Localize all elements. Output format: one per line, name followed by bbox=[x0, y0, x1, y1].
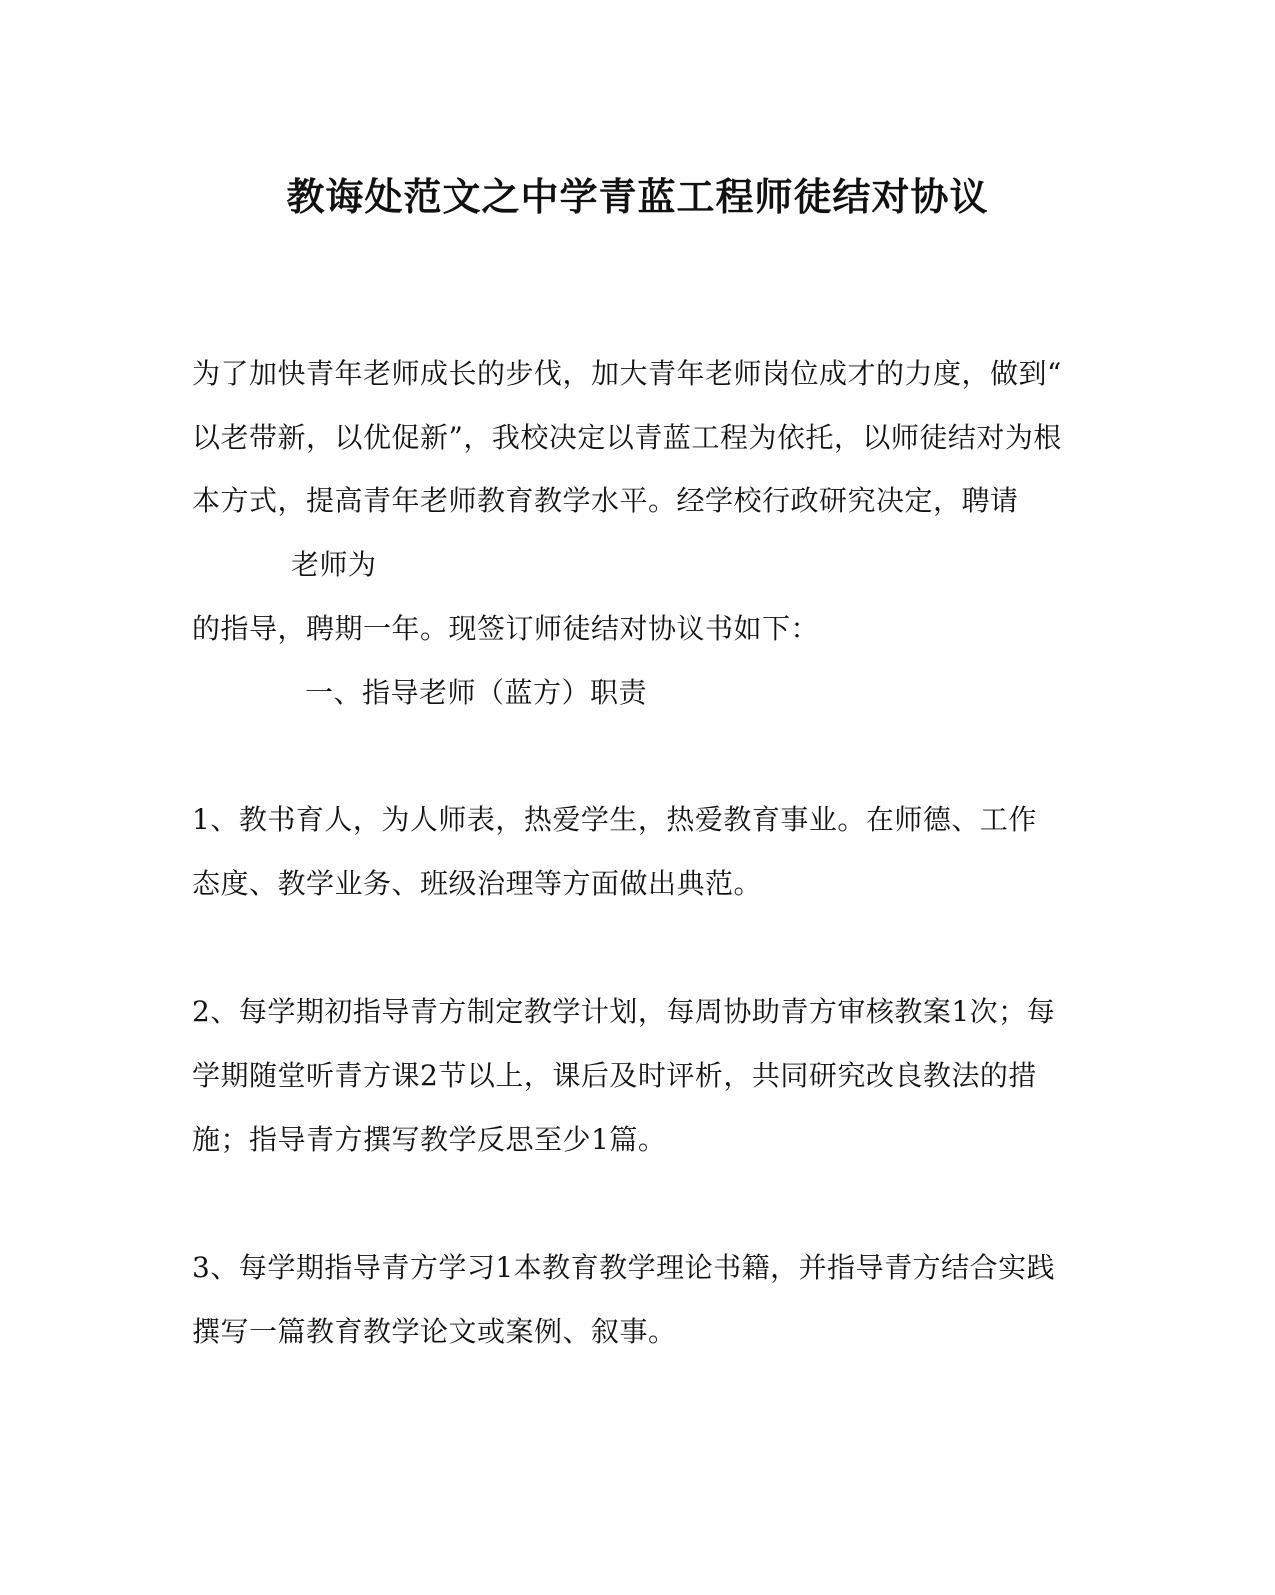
intro-line-3: 本方式，提高青年老师教育教学水平。经学校行政研究决定，聘请 bbox=[192, 484, 1019, 517]
document-title: 教诲处范文之中学青蓝工程师徒结对协议 bbox=[286, 174, 989, 219]
intro-line-1: 为了加快青年老师成长的步伐，加大青年老师岗位成才的力度，做到“ bbox=[192, 357, 1062, 390]
item-1-line-1: 1、教书育人，为人师表，热爱学生，热爱教育事业。在师德、工作 bbox=[192, 803, 1037, 836]
intro-line-5: 的指导，聘期一年。现签订师徒结对协议书如下： bbox=[192, 612, 820, 645]
item-2-line-3: 施；指导青方撰写教学反思至少1篇。 bbox=[192, 1123, 667, 1156]
item-2-line-1: 2、每学期初指导青方制定教学计划，每周协助青方审核教案1次；每 bbox=[192, 995, 1056, 1028]
intro-line-4: 老师为 bbox=[291, 548, 377, 581]
item-2-line-2: 学期随堂听青方课2节以上，课后及时评析，共同研究改良教法的措 bbox=[192, 1059, 1037, 1092]
item-3-line-1: 3、每学期指导青方学习1本教育教学理论书籍，并指导青方结合实践 bbox=[192, 1251, 1056, 1284]
item-1-line-2: 态度、教学业务、班级治理等方面做出典范。 bbox=[192, 867, 763, 900]
section-heading: 一、指导老师（蓝方）职责 bbox=[305, 676, 648, 709]
item-3-line-2: 撰写一篇教育教学论文或案例、叙事。 bbox=[192, 1315, 677, 1348]
intro-line-2: 以老带新，以优促新”，我校决定以青蓝工程为依托，以师徒结对为根 bbox=[192, 421, 1062, 454]
